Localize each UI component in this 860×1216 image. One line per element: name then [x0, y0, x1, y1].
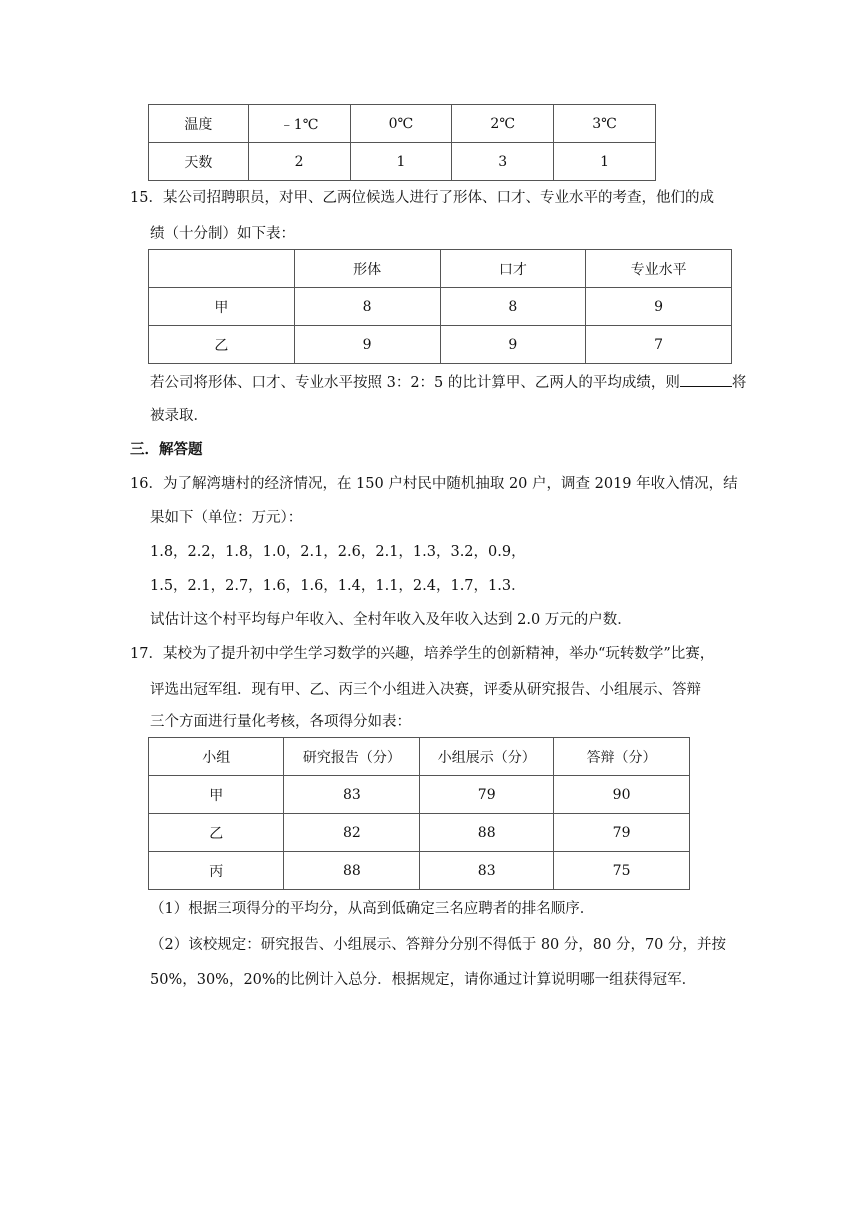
q17-sub2-line2: 50%，30%，20%的比例计入总分．根据规定，请你通过计算说明哪一组获得冠军．	[150, 972, 697, 988]
table-header-cell: 形体	[294, 250, 440, 288]
q17-text-line2: 评选出冠军组．现有甲、乙、丙三个小组进入决赛，评委从研究报告、小组展示、答辩	[150, 682, 701, 698]
table-cell: 甲	[149, 288, 295, 326]
q16-text-line1: 16．为了解湾塘村的经济情况，在 150 户村民中随机抽取 20 户，调查 2019 年收入情况，结	[130, 476, 738, 492]
q16-data-line2: 1.5，2.1，2.7，1.6，1.6，1.4，1.1，2.4，1.7，1.3．	[150, 578, 526, 594]
table-row	[149, 143, 656, 181]
q15-followup-text-end: 将	[731, 375, 747, 391]
table-cell: 3℃	[554, 105, 656, 143]
table-cell: 9	[586, 288, 732, 326]
table-cell: 0℃	[350, 105, 452, 143]
q17-text-line3: 三个方面进行量化考核，各项得分如表：	[150, 714, 411, 730]
table-cell: 82	[284, 814, 420, 852]
table-row	[149, 852, 690, 890]
table-cell: 8	[294, 288, 440, 326]
q15-followup-line2: 被录取．	[150, 408, 208, 424]
q17-sub1: （1）根据三项得分的平均分，从高到低确定三名应聘者的排名顺序．	[150, 901, 595, 917]
table-cell: 甲	[149, 776, 284, 814]
table-cell: 7	[586, 326, 732, 364]
q15-followup-line1	[150, 372, 746, 393]
table-row	[149, 776, 690, 814]
q15-score-table	[148, 249, 732, 364]
q17-score-table	[148, 737, 690, 890]
table-cell: 1	[554, 143, 656, 181]
section-title: 三．解答题	[130, 441, 203, 458]
table-cell: 乙	[149, 326, 295, 364]
table-header-cell: 研究报告（分）	[284, 738, 420, 776]
table-row	[149, 738, 690, 776]
table-cell: 75	[554, 852, 690, 890]
table-cell: 79	[420, 776, 554, 814]
q15-text-line1: 15．某公司招聘职员，对甲、乙两位候选人进行了形体、口才、专业水平的考查，他们的成	[130, 190, 714, 206]
table-cell: 79	[554, 814, 690, 852]
table-cell: 天数	[149, 143, 249, 181]
q15-followup-text: 若公司将形体、口才、专业水平按照 3：2：5 的比计算甲、乙两人的平均成绩，则	[150, 375, 680, 391]
table-cell: 3	[452, 143, 554, 181]
table-cell: 2	[248, 143, 350, 181]
table-cell: 83	[284, 776, 420, 814]
table-cell: 9	[294, 326, 440, 364]
table-cell: 88	[420, 814, 554, 852]
table-row	[149, 288, 732, 326]
table-row	[149, 814, 690, 852]
q16-data-line1: 1.8，2.2，1.8，1.0，2.1，2.6，2.1，1.3，3.2，0.9，	[150, 544, 526, 560]
table-cell: 9	[440, 326, 586, 364]
table-header-cell	[149, 250, 295, 288]
q17-sub2-line1: （2）该校规定：研究报告、小组展示、答辩分分别不得低于 80 分，80 分，70 分，并按	[150, 937, 727, 953]
answer-blank	[680, 372, 732, 387]
table-cell: 90	[554, 776, 690, 814]
table-cell: 2℃	[452, 105, 554, 143]
table-row	[149, 326, 732, 364]
table-cell: 88	[284, 852, 420, 890]
table-header-cell: 答辩（分）	[554, 738, 690, 776]
table-row	[149, 250, 732, 288]
table-header-cell: 小组展示（分）	[420, 738, 554, 776]
q16-text-line3: 试估计这个村平均每户年收入、全村年收入及年收入达到 2.0 万元的户数．	[150, 612, 632, 628]
temperature-table	[148, 104, 656, 181]
table-header-cell: 口才	[440, 250, 586, 288]
table-cell: ﹣1℃	[248, 105, 350, 143]
table-cell: 83	[420, 852, 554, 890]
table-cell: 8	[440, 288, 586, 326]
table-header-cell: 专业水平	[586, 250, 732, 288]
table-cell: 温度	[149, 105, 249, 143]
table-cell: 丙	[149, 852, 284, 890]
table-cell: 乙	[149, 814, 284, 852]
table-row	[149, 105, 656, 143]
q15-text-line2: 绩（十分制）如下表：	[150, 226, 295, 242]
table-header-cell: 小组	[149, 738, 284, 776]
q17-text-line1: 17．某校为了提升初中学生学习数学的兴趣，培养学生的创新精神，举办“玩转数学”比赛，	[130, 646, 715, 662]
q16-text-line2: 果如下（单位：万元）：	[150, 510, 303, 526]
table-cell: 1	[350, 143, 452, 181]
